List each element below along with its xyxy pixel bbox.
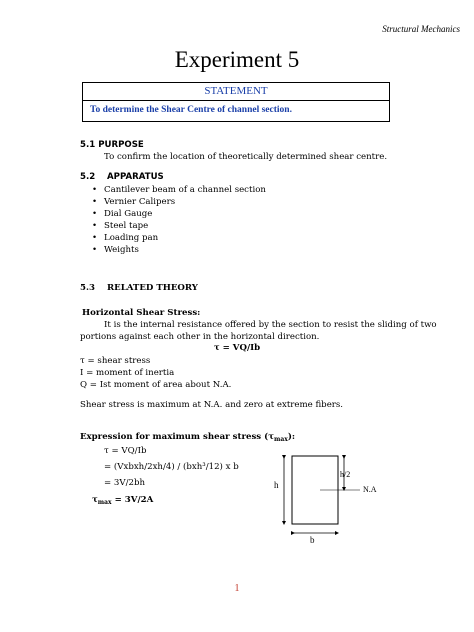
height-label: h [274, 480, 279, 490]
expression-result: $\tau_{max} = 3V/2A$ [92, 495, 154, 506]
purpose-text: To confirm the location of theoretically determined shear centre. [104, 152, 388, 162]
list-item: • Weights [92, 245, 139, 255]
def-tau: τ = shear stress [80, 356, 151, 366]
rectangular-section-figure [260, 448, 380, 548]
page-number: 1 [234, 583, 240, 594]
purpose-heading: 5.1 PURPOSE [80, 140, 144, 150]
expression-line2: = (Vxbxh/2xh/4) / (bxh³/12) x b [104, 462, 239, 472]
def-inertia: I = moment of inertia [80, 368, 175, 378]
apparatus-number: 5.2 [80, 172, 96, 182]
bullet-icon: • [92, 197, 98, 207]
bullet-icon: • [92, 245, 98, 255]
bullet-icon: • [92, 185, 98, 195]
theory-para-line1: It is the internal resistance offered by the section to resist the sliding of two [104, 320, 437, 330]
neutral-axis-label: N.A [363, 485, 377, 494]
theory-para-line2: portions against each other in the horizontal direction. [80, 332, 320, 342]
bullet-icon: • [92, 209, 98, 219]
bullet-icon: • [92, 233, 98, 243]
list-item: • Loading pan [92, 233, 159, 243]
expression-line3: = 3V/2bh [104, 478, 146, 488]
list-item: • Dial Gauge [92, 209, 153, 219]
half-height-label: h/2 [340, 470, 351, 479]
list-item: • Steel tape [92, 221, 149, 231]
theory-subheading: Horizontal Shear Stress: [82, 308, 201, 318]
running-header: Structural Mechanics [382, 24, 460, 34]
apparatus-list [92, 184, 266, 256]
bullet-icon: • [92, 221, 98, 231]
apparatus-heading: APPARATUS [107, 172, 164, 182]
shear-formula: τ = VQ/Ib [213, 343, 261, 353]
list-item: • Cantilever beam of a channel section [92, 185, 266, 195]
def-q: Q = Ist moment of area about N.A. [80, 380, 232, 390]
expression-line1: τ = VQ/Ib [104, 446, 147, 456]
theory-heading: RELATED THEORY [107, 283, 198, 293]
statement-heading: STATEMENT [82, 82, 390, 101]
list-item: • Vernier Calipers [92, 197, 176, 207]
theory-number: 5.3 [80, 283, 95, 293]
expression-heading: Expression for maximum shear stress $(\tau_{max})$: [80, 432, 296, 443]
width-label: b [310, 535, 315, 545]
theory-note: Shear stress is maximum at N.A. and zero at extreme fibers. [80, 400, 344, 410]
page-title: Experiment 5 [174, 47, 300, 72]
statement-aim: To determine the Shear Centre of channel section. [82, 101, 390, 122]
